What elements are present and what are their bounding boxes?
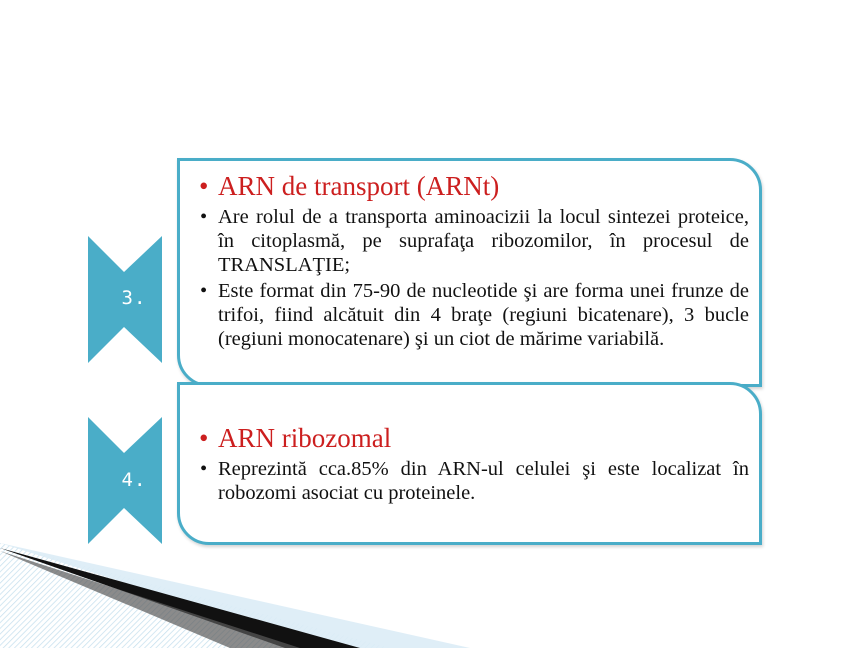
step-number-4: 4. [121,469,147,491]
bullet-list [198,457,749,505]
bullet-list [198,205,749,351]
card-arn-transport [177,158,762,387]
card-arn-ribozomal [177,382,762,545]
card-content [180,161,759,351]
card-title: • ARN de transport (ARNt) [198,171,749,201]
bullet-item: • Reprezintă cca.85% din ARN-ul celulei şi este localizat în robozomi asociat cu proteinele. [198,457,749,505]
card-title: • ARN ribozomal [198,423,749,453]
step-number-3: 3. [121,287,147,309]
card-content [180,385,759,505]
bullet-item: • Are rolul de a transporta aminoacizii la locul sintezei proteice, în citoplasmă, pe suprafaţa ribozomilor, în procesul de TRANSLAŢIE; [198,205,749,277]
bullet-item: • Este format din 75-90 de nucleotide şi are forma unei frunze de trifoi, fiind alcătuit din 4 braţe (regiuni bicatenare), 3 bucle (regiuni monocatenare) şi un ciot de mărime variabilă. [198,279,749,351]
